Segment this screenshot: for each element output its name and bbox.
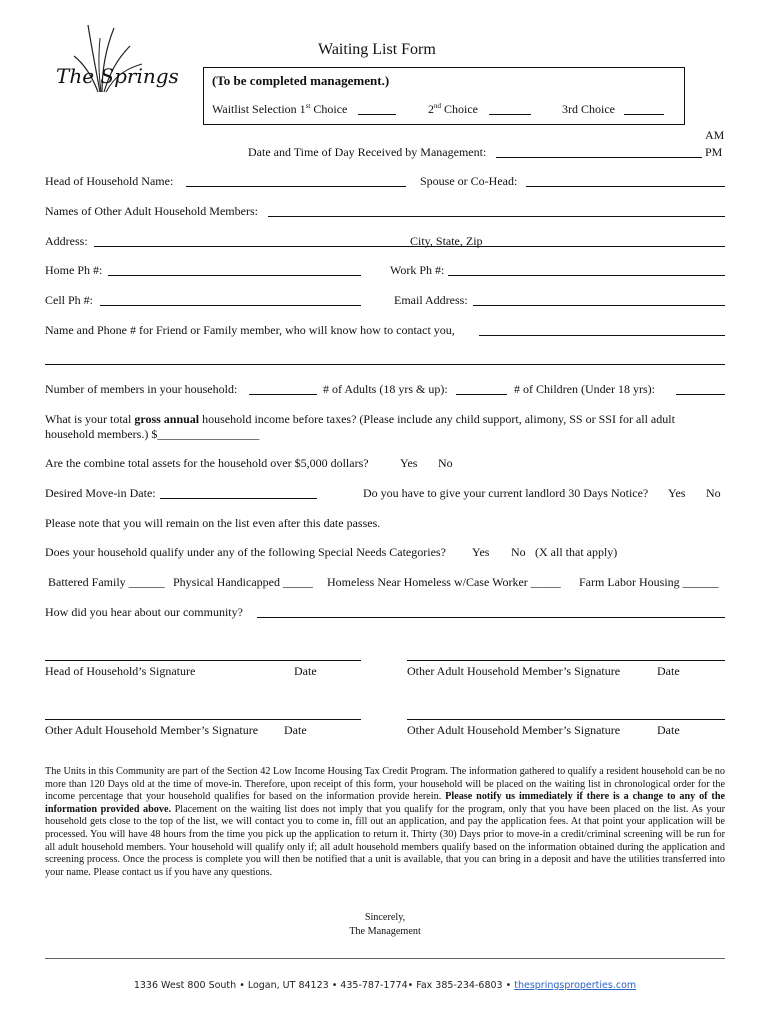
signature-label-other-3: Other Adult Household Member’s Signature	[407, 723, 621, 737]
paragraph-part-1: The Units in this Community are part of the Section 42 Low Income Housing Tax Credit Program. The information gathered to qualify a resident household can be no more than 120 Days old at the time of move-in. Therefore, upon receipt of this form, your household will be placed on the waiting list in chronological order for the income percentage that your household qualifies for based on the information provide herein.	[45, 766, 725, 803]
special-question: Does your household qualify under any of the following Special Needs Categories?	[45, 545, 446, 559]
list-note: Please note that you will remain on the list even after this date passes.	[45, 516, 381, 530]
spouse-field[interactable]	[526, 186, 725, 187]
received-label: Date and Time of Day Received by Management:	[248, 145, 487, 159]
hear-field[interactable]	[257, 617, 725, 618]
cell-phone-field[interactable]	[100, 305, 361, 306]
homeless-option[interactable]: Homeless Near Homeless w/Case Worker _____	[327, 575, 561, 589]
logo-text: The Springs	[56, 64, 179, 88]
footer	[0, 980, 770, 991]
income-amount[interactable]: household members.) $_________________	[45, 427, 260, 441]
children-field[interactable]	[676, 394, 725, 395]
grass-logo-icon	[52, 20, 182, 100]
management-heading: (To be completed management.)	[212, 73, 390, 88]
notice-no[interactable]: No	[706, 486, 721, 500]
footer-website-link[interactable]: thespringsproperties.com	[514, 980, 637, 991]
assets-yes[interactable]: Yes	[400, 456, 418, 470]
members-field[interactable]	[249, 394, 317, 395]
income-question	[45, 412, 675, 427]
income-post: household income before taxes? (Please include any child support, alimony, SS or SSI for all adult	[199, 412, 675, 426]
hear-label: How did you hear about our community?	[45, 605, 243, 619]
income-pre: What is your total	[45, 412, 135, 426]
signature-date-other-1: Date	[657, 664, 680, 678]
home-phone-field[interactable]	[108, 275, 361, 276]
form-title: Waiting List Form	[318, 41, 436, 58]
management-box	[203, 67, 685, 125]
logo	[52, 20, 182, 100]
notice-question: Do you have to give your current landlord 30 Days Notice?	[363, 486, 649, 500]
choice-1-field[interactable]	[358, 114, 396, 115]
signature-line-other-1[interactable]	[407, 660, 725, 661]
physical-handicapped-option[interactable]: Physical Handicapped _____	[173, 575, 313, 589]
email-field[interactable]	[473, 305, 725, 306]
work-phone-field[interactable]	[448, 275, 725, 276]
received-pm[interactable]: PM	[705, 145, 723, 159]
special-yes[interactable]: Yes	[472, 545, 490, 559]
income-bold: gross annual	[134, 412, 200, 426]
assets-question: Are the combine total assets for the household over $5,000 dollars?	[45, 456, 369, 470]
signature-date-other-2: Date	[284, 723, 307, 737]
received-am[interactable]: AM	[705, 128, 725, 142]
children-label: # of Children (Under 18 yrs):	[514, 382, 655, 396]
signature-label-other-1: Other Adult Household Member’s Signature	[407, 664, 621, 678]
battered-family-option[interactable]: Battered Family ______	[48, 575, 165, 589]
adults-field[interactable]	[456, 394, 507, 395]
choice-2-sup: nd	[434, 102, 441, 110]
hoh-field[interactable]	[186, 186, 406, 187]
signature-date-other-3: Date	[657, 723, 680, 737]
movein-field[interactable]	[160, 498, 317, 499]
signature-label-hoh: Head of Household’s Signature	[45, 664, 196, 678]
friend-contact-label: Name and Phone # for Friend or Family member, who will know how to contact you,	[45, 323, 455, 337]
paragraph-part-2: Placement on the waiting list does not imply that you qualify for the program, only that you have been placed on the list. As your household gets close to the top of the list, we will contact you to come in, fill out an application, and pay the application fees. At that point your application will be processed. You will have 48 hours from the time you pick up the application to return it. Thirty (30) Days prior to move-in a credit/criminal screening will be run for all adult household members. Your household will qualify only if; all adult household members qualify based on the information obtained during the application and screening process. Once the process is complete you will then be notified that a unit is available, that you can bring in a deposit and have the utilities transferred into your name. Please contact us if you have any questions.	[45, 803, 725, 878]
paragraph-bold: Please notify us immediately if there is a change to any of the information provided above.	[45, 791, 726, 815]
work-phone-label: Work Ph #:	[390, 263, 445, 277]
friend-contact-field-2[interactable]	[45, 364, 725, 365]
home-phone-label: Home Ph #:	[45, 263, 103, 277]
choice-3-field[interactable]	[624, 114, 664, 115]
closing-sincerely: Sincerely,	[364, 912, 406, 923]
city-label: City, State, Zip	[410, 234, 483, 248]
city-field[interactable]	[490, 246, 725, 247]
closing-signer: The Management	[349, 926, 421, 937]
adults-label: # of Adults (18 yrs & up):	[323, 382, 448, 396]
cell-phone-label: Cell Ph #:	[45, 293, 94, 307]
assets-no[interactable]: No	[438, 456, 453, 470]
choice-2-field[interactable]	[489, 114, 531, 115]
other-members-label: Names of Other Adult Household Members:	[45, 204, 258, 218]
notice-yes[interactable]: Yes	[668, 486, 686, 500]
signature-line-other-2[interactable]	[45, 719, 361, 720]
waitlist-choice-3: 3rd Choice	[562, 102, 615, 116]
farm-labor-option[interactable]: Farm Labor Housing ______	[579, 575, 719, 589]
received-field[interactable]	[496, 157, 702, 158]
spouse-label: Spouse or Co-Head:	[420, 174, 518, 188]
footer-address: 1336 West 800 South • Logan, UT 84123 • 435-787-1774• Fax 385-234-6803 •	[133, 980, 515, 991]
waitlist-choice-1	[212, 102, 347, 117]
signature-line-hoh[interactable]	[45, 660, 361, 661]
address-label: Address:	[45, 234, 88, 248]
friend-contact-field[interactable]	[479, 335, 725, 336]
program-paragraph	[45, 766, 725, 879]
choice-2-suffix: Choice	[441, 102, 478, 116]
choice-2-label: 2	[428, 102, 434, 116]
members-label: Number of members in your household:	[45, 382, 238, 396]
other-members-field[interactable]	[268, 216, 725, 217]
signature-line-other-3[interactable]	[407, 719, 725, 720]
choice-1-label: Waitlist Selection 1	[212, 102, 306, 116]
movein-label: Desired Move-in Date:	[45, 486, 156, 500]
special-hint: (X all that apply)	[535, 545, 618, 559]
waitlist-choice-2	[428, 102, 478, 117]
hoh-label: Head of Household Name:	[45, 174, 174, 188]
choice-1-sup: st	[305, 102, 311, 110]
signature-label-other-2: Other Adult Household Member’s Signature	[45, 723, 259, 737]
footer-divider	[45, 958, 725, 959]
email-label: Email Address:	[394, 293, 468, 307]
signature-date-hoh: Date	[294, 664, 317, 678]
special-no[interactable]: No	[511, 545, 526, 559]
choice-1-suffix: Choice	[310, 102, 348, 116]
